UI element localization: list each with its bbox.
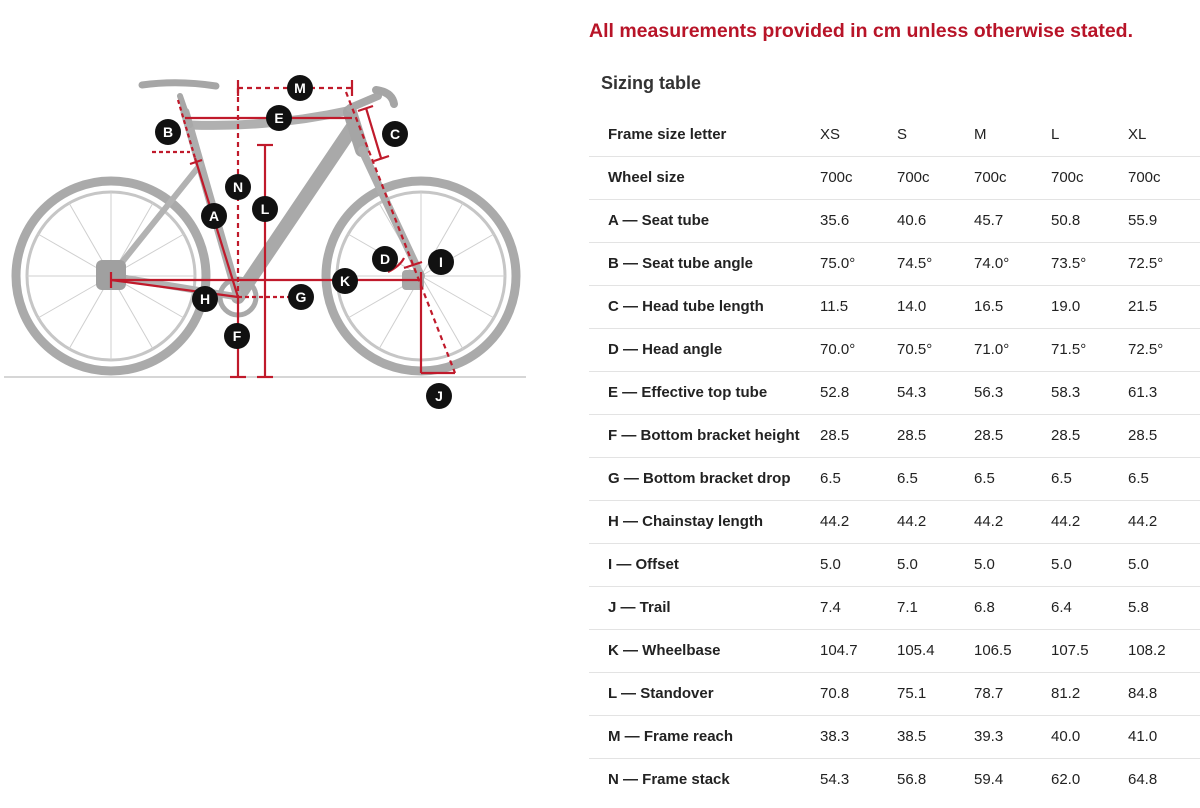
row-label: E — Effective top tube [589,371,820,414]
row-value: 45.7 [974,199,1051,242]
row-value: 7.4 [820,586,897,629]
svg-text:M: M [294,80,306,96]
row-value: 78.7 [974,672,1051,715]
table-row [589,672,1200,715]
header-size-s: S [897,113,974,156]
marker-n [225,174,251,200]
row-label: B — Seat tube angle [589,242,820,285]
header-size-m: M [974,113,1051,156]
row-value: 6.5 [1051,457,1128,500]
row-value: 59.4 [974,771,1004,789]
svg-text:K: K [339,273,351,289]
table-row [589,586,1200,629]
row-value: 6.5 [820,457,897,500]
svg-text:D: D [379,251,391,267]
row-value: 44.2 [820,500,897,543]
header-size-l: L [1051,113,1128,156]
header-size-xl: XL [1128,113,1200,156]
line-h [111,280,238,297]
table-row [589,242,1200,285]
marker-e [266,105,292,131]
svg-text:H: H [199,291,211,307]
table-row [589,457,1200,500]
row-value: 62.0 [1051,771,1081,789]
row-label: A — Seat tube [589,199,820,242]
row-value: 81.2 [1051,672,1128,715]
row-value: 107.5 [1051,629,1128,672]
row-value: 40.6 [897,199,974,242]
row-value: 84.8 [1128,672,1200,715]
row-value: 70.8 [820,672,897,715]
row-value: 75.0° [820,242,897,285]
header-label: Frame size letter [589,113,820,156]
table-row [589,543,1200,586]
row-label: H — Chainstay length [589,500,820,543]
row-value: 28.5 [820,414,897,457]
row-value: 700c [974,156,1051,199]
svg-text:E: E [274,110,284,126]
row-value: 72.5° [1128,328,1200,371]
row-value: 21.5 [1128,285,1200,328]
row-value: 74.5° [897,242,974,285]
marker-j [426,383,452,409]
row-value: 106.5 [974,629,1051,672]
row-value: 61.3 [1128,371,1200,414]
row-value: 73.5° [1051,242,1128,285]
row-value: 41.0 [1128,715,1200,758]
row-value: 56.3 [974,371,1051,414]
marker-m [287,75,313,101]
row-value: 71.5° [1051,328,1128,371]
row-value: 28.5 [1128,414,1200,457]
stem [350,96,378,108]
row-value: 64.8 [1128,771,1158,789]
row-value: 70.5° [897,328,974,371]
saddle [142,83,216,86]
row-value: 40.0 [1051,715,1128,758]
table-row [589,328,1200,371]
row-value: 104.7 [820,629,897,672]
row-label: F — Bottom bracket height [589,414,820,457]
row-value: 700c [1128,156,1200,199]
row-value: 70.0° [820,328,897,371]
row-value: 5.0 [1128,543,1200,586]
row-value: 108.2 [1128,629,1200,672]
row-value: 6.5 [897,457,974,500]
row-value: 14.0 [897,285,974,328]
marker-g [288,284,314,310]
row-label: M — Frame reach [589,715,820,758]
row-value: 38.5 [897,715,974,758]
table-title: Sizing table [601,73,702,93]
marker-i [428,249,454,275]
marker-f [224,323,250,349]
svg-text:L: L [260,201,270,217]
row-value: 700c [897,156,974,199]
bike-geometry-diagram [0,60,540,420]
row-value: 35.6 [820,199,897,242]
row-value: 39.3 [974,715,1051,758]
table-row [589,629,1200,672]
svg-text:C: C [389,126,401,142]
row-label: N — Frame stack [608,771,730,789]
header-size-xs: XS [820,113,897,156]
row-value: 56.8 [897,771,927,789]
row-value: 75.1 [897,672,974,715]
row-value: 28.5 [1051,414,1128,457]
measurement-notice: All measurements provided in cm unless otherwise stated. [589,20,1134,42]
row-label: Wheel size [589,156,820,199]
row-value: 55.9 [1128,199,1200,242]
svg-text:A: A [208,208,220,224]
row-value: 72.5° [1128,242,1200,285]
row-value: 5.0 [820,543,897,586]
svg-text:F: F [232,328,242,344]
table-row [589,199,1200,242]
row-label: C — Head tube length [589,285,820,328]
marker-h [192,286,218,312]
table-row [589,414,1200,457]
row-value: 5.0 [897,543,974,586]
row-value: 50.8 [1051,199,1128,242]
svg-text:G: G [295,289,307,305]
row-value: 6.5 [1128,457,1200,500]
row-value: 6.8 [974,586,1051,629]
row-value: 54.3 [897,371,974,414]
table-row [589,156,1200,199]
row-label: K — Wheelbase [589,629,820,672]
row-value: 6.5 [974,457,1051,500]
row-value: 74.0° [974,242,1051,285]
table-header-row [589,113,1200,156]
row-value: 700c [1051,156,1128,199]
row-value: 28.5 [897,414,974,457]
row-value: 105.4 [897,629,974,672]
table-row [589,758,1200,801]
row-value: 52.8 [820,371,897,414]
row-value: 11.5 [820,285,897,328]
row-value: 19.0 [1051,285,1128,328]
marker-c [382,121,408,147]
row-value: 7.1 [897,586,974,629]
svg-text:B: B [162,124,174,140]
row-label: G — Bottom bracket drop [589,457,820,500]
marker-k [332,268,358,294]
row-value: 700c [820,156,897,199]
table-row [589,715,1200,758]
row-label: I — Offset [589,543,820,586]
row-value: 5.0 [974,543,1051,586]
svg-text:N: N [232,179,244,195]
row-value: 58.3 [1051,371,1128,414]
row-value: 6.4 [1051,586,1128,629]
row-value: 16.5 [974,285,1051,328]
marker-d [372,246,398,272]
table-row [589,285,1200,328]
row-value: 44.2 [974,500,1051,543]
row-label: J — Trail [589,586,820,629]
marker-a [201,203,227,229]
row-label: D — Head angle [589,328,820,371]
table-row [589,371,1200,414]
row-value: 54.3 [820,771,850,789]
row-value: 44.2 [897,500,974,543]
row-value: 38.3 [820,715,897,758]
row-value: 71.0° [974,328,1051,371]
svg-text:J: J [435,388,443,404]
row-value: 44.2 [1128,500,1200,543]
row-value: 44.2 [1051,500,1128,543]
sizing-table [589,113,1200,801]
svg-text:I: I [439,254,443,270]
table-row [589,500,1200,543]
row-value: 5.0 [1051,543,1128,586]
marker-b [155,119,181,145]
row-value: 5.8 [1128,586,1200,629]
row-label: L — Standover [589,672,820,715]
marker-l [252,196,278,222]
row-value: 28.5 [974,414,1051,457]
